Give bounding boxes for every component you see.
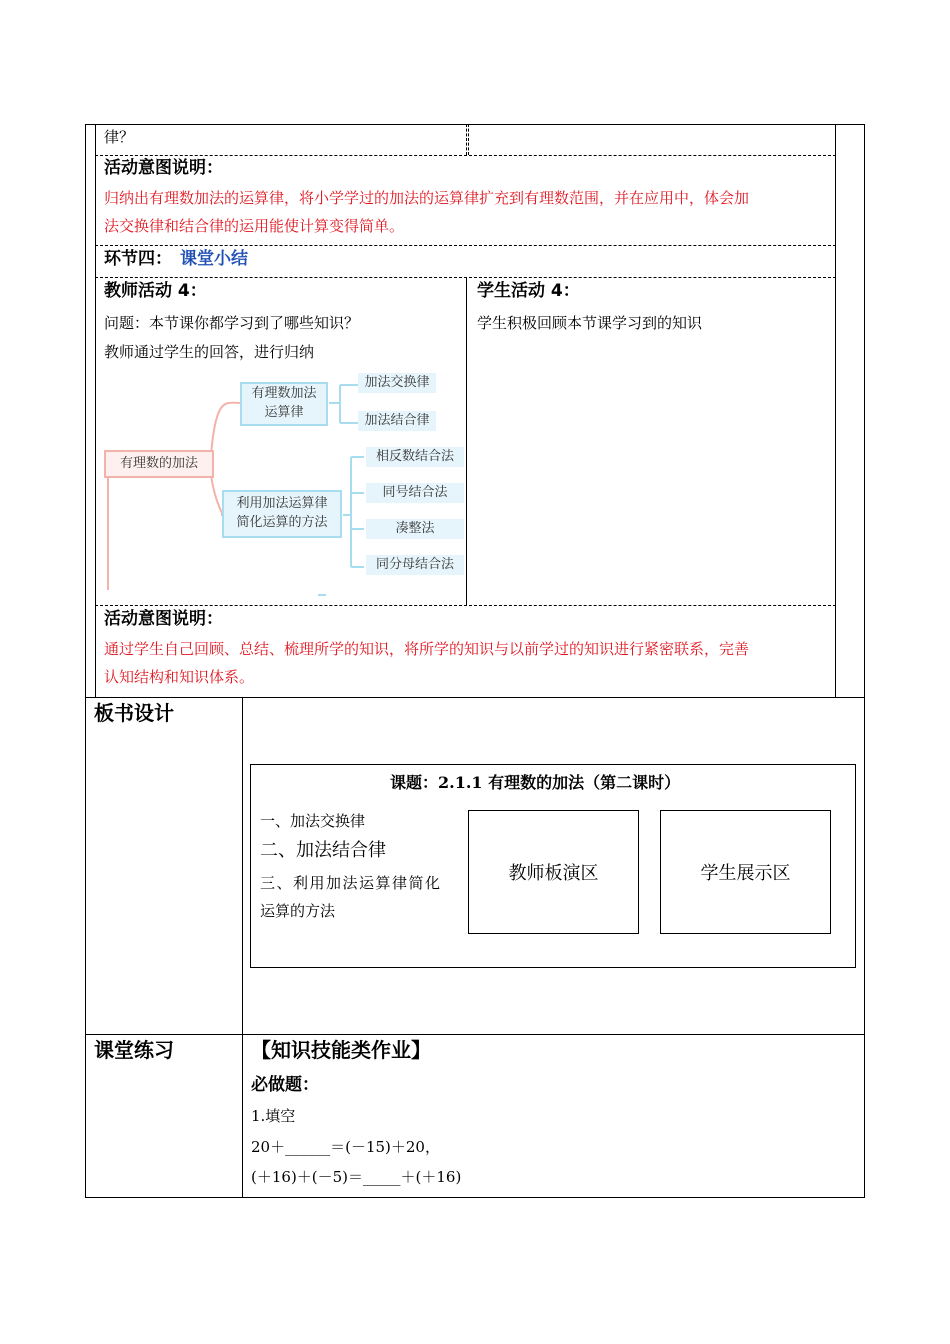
mindmap-leaf: 凑整法 (366, 519, 464, 539)
practice-heading: 【知识技能类作业】 (251, 1038, 431, 1062)
exercise-line: (＋16)＋(－5)＝_____＋(＋16) (251, 1168, 462, 1186)
intent-heading: 活动意图说明： (104, 609, 223, 629)
top-cell-text: 律？ (104, 128, 135, 146)
table-top-border (85, 124, 865, 125)
intent-text-line1: 通过学生自己回顾、总结、梳理所学的知识，将所学的知识与以前学过的知识进行紧密联系，完善 (104, 640, 750, 658)
exercise-line: 20＋______＝(－15)＋20， (251, 1138, 440, 1156)
mindmap-leaf: 同号结合法 (366, 483, 464, 503)
mindmap-leaf: 加法交换律 (358, 373, 436, 393)
mindmap-leaf: 相反数结合法 (366, 447, 464, 467)
question-number: 1.填空 (251, 1107, 296, 1125)
mindmap-branch-methods: 利用加法运算律 简化运算的方法 (222, 490, 342, 538)
student-display-zone (660, 810, 831, 934)
intent-text-line1: 归纳出有理数加法的运算律，将小学学过的加法的运算律扩充到有理数范围，并在应用中，体会加 (104, 189, 750, 207)
table-left-border (85, 124, 86, 1198)
intent-text-line2: 认知结构和知识体系。 (104, 668, 255, 686)
board-item: 二、加法结合律 (260, 840, 386, 861)
inner-right-border (835, 124, 836, 697)
board-item: 运算的方法 (260, 902, 336, 920)
teacher-activity-heading: 教师活动 4： (104, 281, 207, 301)
section-title: 课堂小结 (180, 249, 248, 269)
practice-label: 课堂练习 (94, 1038, 174, 1062)
board-design-label: 板书设计 (94, 701, 174, 725)
board-title: 课题：2.1.1 有理数的加法（第二课时） (390, 773, 681, 792)
board-item: 一、加法交换律 (260, 812, 366, 830)
top-row-divider (466, 124, 467, 155)
teacher-note: 教师通过学生的回答，进行归纳 (104, 343, 315, 361)
row-line (85, 697, 865, 698)
row-line (95, 155, 836, 156)
row-line (85, 1034, 865, 1035)
mindmap-root: 有理数的加法 (104, 450, 214, 478)
mindmap-leaf: 同分母结合法 (366, 555, 464, 575)
table-bottom-border (85, 1197, 865, 1198)
student-activity-text: 学生积极回顾本节课学习到的知识 (477, 314, 703, 332)
teacher-board-zone (468, 810, 639, 934)
intent-text-line2: 法交换律和结合律的运用能使计算变得简单。 (104, 217, 405, 235)
row-line (95, 605, 836, 606)
teacher-zone-label: 教师板演区 (508, 863, 599, 884)
section-label: 环节四： (104, 249, 172, 269)
question-text: 问题：本节课你都学习到了哪些知识？ (104, 314, 360, 332)
student-zone-label: 学生展示区 (700, 863, 791, 884)
mindmap-leaf: 加法结合律 (358, 411, 436, 431)
label-column-divider (242, 697, 243, 1198)
top-row-divider-2 (468, 124, 469, 155)
table-right-border (864, 124, 865, 1198)
mindmap-branch-laws: 有理数加法 运算律 (240, 382, 328, 426)
student-activity-heading: 学生活动 4： (477, 281, 580, 301)
board-item: 三、利用加法运算律简化 (260, 874, 442, 892)
required-label: 必做题： (251, 1075, 319, 1095)
intent-heading: 活动意图说明： (104, 158, 223, 178)
row-line (95, 245, 836, 246)
activity-divider (466, 277, 467, 605)
